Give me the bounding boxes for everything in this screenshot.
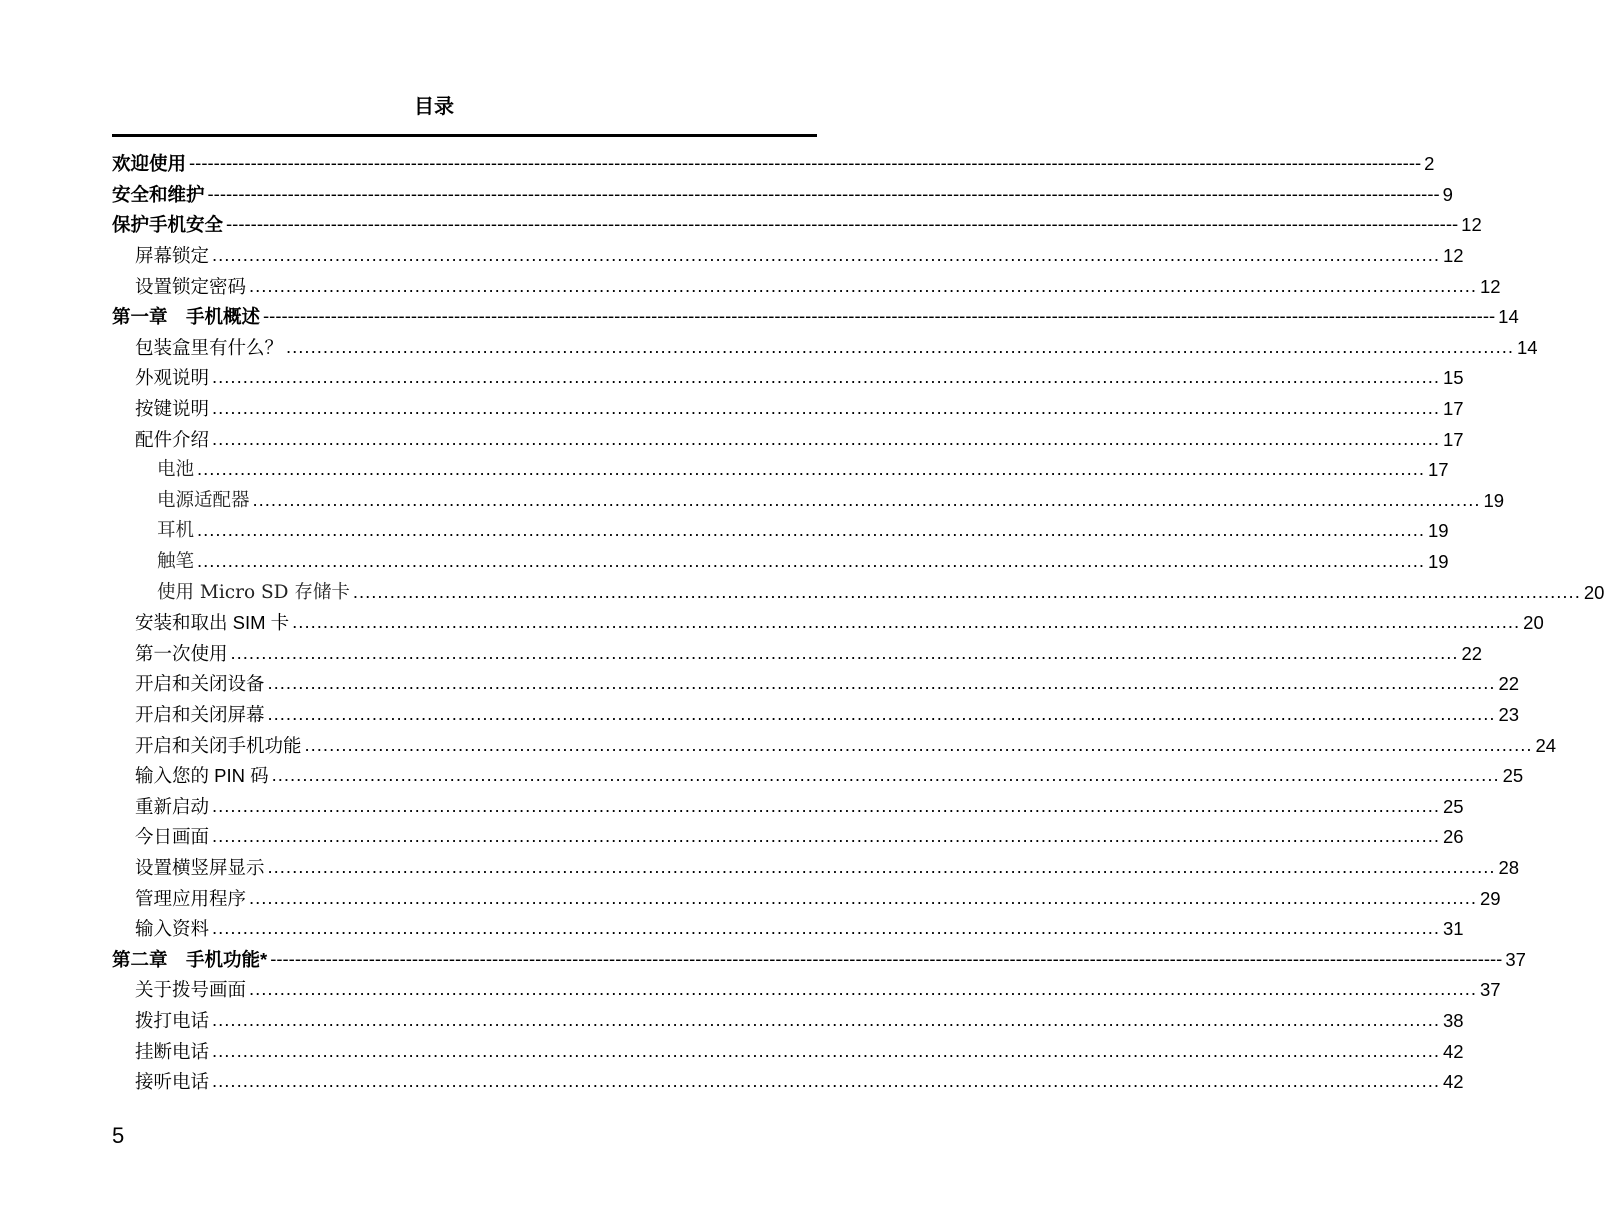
toc-entry-label: 电池 bbox=[157, 459, 195, 481]
toc-entry[interactable] bbox=[112, 394, 1464, 425]
toc-entry-page: 2 bbox=[1424, 153, 1435, 175]
toc-leader-dots: ........................................................................................................................................................................................................ bbox=[271, 764, 1500, 786]
toc-leader-dots: ........................................................................................................................................................................................................ bbox=[252, 488, 1481, 510]
toc-entry-label: 安装和取出 SIM 卡 bbox=[135, 612, 290, 634]
toc-leader-dots: ........................................................................................................................................................................................................ bbox=[292, 611, 1521, 633]
toc-entry-page: 22 bbox=[1498, 673, 1520, 695]
toc-leader-dots: ........................................................................................................................................................................................................ bbox=[212, 1008, 1440, 1030]
toc-entry[interactable] bbox=[112, 149, 1435, 180]
toc-leader-dots: ........................................................................................................................................................................................................ bbox=[249, 274, 1477, 296]
toc-entry[interactable] bbox=[112, 333, 1538, 364]
toc-entry[interactable] bbox=[112, 486, 1505, 517]
toc-entry-page: 37 bbox=[1480, 979, 1501, 1001]
toc-entry-label: 开启和关闭设备 bbox=[135, 673, 265, 695]
toc-entry[interactable] bbox=[112, 302, 1519, 333]
toc-entry-label: 外观说明 bbox=[135, 367, 210, 389]
toc-entry[interactable] bbox=[112, 669, 1520, 700]
toc-entry-page: 17 bbox=[1443, 398, 1464, 420]
toc-entry[interactable] bbox=[112, 455, 1449, 486]
toc-leader-dots: -------------------------------------------------------------------------------------------------------------------------------------------------------------------------------------------------------- bbox=[270, 947, 1503, 969]
toc-entry[interactable] bbox=[112, 822, 1464, 853]
toc-entry[interactable] bbox=[112, 363, 1464, 394]
toc-entry[interactable] bbox=[112, 271, 1501, 302]
toc-entry-page: 20 bbox=[1583, 581, 1604, 603]
toc-entry[interactable] bbox=[112, 180, 1453, 211]
toc-entry-label: 电源适配器 bbox=[157, 489, 250, 511]
toc-entry-page: 26 bbox=[1443, 826, 1464, 848]
toc-entry-label: 开启和关闭屏幕 bbox=[135, 703, 265, 725]
toc-entry-page: 17 bbox=[1428, 459, 1449, 481]
toc-leader-dots: ........................................................................................................................................................................................................ bbox=[212, 1039, 1440, 1061]
toc-leader-dots: ........................................................................................................................................................................................................ bbox=[249, 978, 1477, 1000]
toc-entry-page: 9 bbox=[1442, 183, 1453, 205]
toc-leader-dots: -------------------------------------------------------------------------------------------------------------------------------------------------------------------------------------------------------- bbox=[226, 213, 1459, 235]
toc-leader-dots: ........................................................................................................................................................................................................ bbox=[197, 519, 1425, 541]
toc-entry-page: 22 bbox=[1461, 642, 1483, 664]
page-number: 5 bbox=[112, 1123, 125, 1148]
toc-entry-label: 第一章 手机概述 bbox=[112, 306, 261, 328]
toc-leader-dots: -------------------------------------------------------------------------------------------------------------------------------------------------------------------------------------------------------- bbox=[263, 305, 1496, 327]
toc-entry-page: 12 bbox=[1480, 275, 1501, 297]
toc-entry[interactable] bbox=[112, 883, 1501, 914]
toc-entry[interactable] bbox=[112, 577, 1604, 608]
toc-entry-label: 开启和关闭手机功能 bbox=[135, 734, 302, 756]
toc-entry[interactable] bbox=[112, 210, 1482, 241]
toc-entry-page: 15 bbox=[1443, 367, 1464, 389]
toc-leader-dots: -------------------------------------------------------------------------------------------------------------------------------------------------------------------------------------------------------- bbox=[189, 152, 1422, 174]
toc-entry-label: 设置横竖屏显示 bbox=[135, 856, 265, 878]
toc-entry[interactable] bbox=[112, 700, 1520, 731]
toc-entry-label: 重新启动 bbox=[135, 795, 210, 817]
toc-entry[interactable] bbox=[112, 944, 1526, 975]
toc-entry[interactable] bbox=[112, 761, 1524, 792]
toc-entry-page: 37 bbox=[1505, 948, 1526, 970]
toc-entry-label: 输入您的 PIN 码 bbox=[135, 765, 269, 787]
toc-leader-dots: ........................................................................................................................................................................................................ bbox=[249, 886, 1477, 908]
toc-leader-dots: ........................................................................................................................................................................................................ bbox=[304, 733, 1533, 755]
toc-entry-label: 包装盒里有什么？ bbox=[135, 336, 284, 358]
toc-entry[interactable] bbox=[112, 639, 1483, 670]
toc-entry-label: 耳机 bbox=[157, 520, 195, 542]
toc-entry[interactable] bbox=[112, 1067, 1464, 1098]
toc-entry[interactable] bbox=[112, 1006, 1464, 1037]
toc-leader-dots: ........................................................................................................................................................................................................ bbox=[267, 702, 1496, 724]
toc-leader-dots: ........................................................................................................................................................................................................ bbox=[212, 794, 1440, 816]
toc-leader-dots: ........................................................................................................................................................................................................ bbox=[286, 335, 1514, 357]
toc-entry-label: 欢迎使用 bbox=[112, 153, 187, 175]
toc-entry-label: 第二章 手机功能* bbox=[112, 948, 268, 970]
toc-entry-page: 14 bbox=[1517, 336, 1538, 358]
toc-entry-page: 31 bbox=[1443, 918, 1464, 940]
toc-entry-page: 42 bbox=[1443, 1040, 1464, 1062]
toc-entry-page: 25 bbox=[1443, 795, 1464, 817]
toc-entry-label: 接听电话 bbox=[135, 1071, 210, 1093]
toc-entry-page: 14 bbox=[1498, 306, 1519, 328]
toc-entry-label: 触笔 bbox=[157, 551, 195, 573]
toc-leader-dots: ........................................................................................................................................................................................................ bbox=[212, 427, 1440, 449]
toc-entry[interactable] bbox=[112, 975, 1501, 1006]
toc-entry-page: 38 bbox=[1443, 1009, 1464, 1031]
toc-entry-label: 安全和维护 bbox=[112, 183, 205, 205]
toc-entry-label: 挂断电话 bbox=[135, 1040, 210, 1062]
toc-leader-dots: ........................................................................................................................................................................................................ bbox=[212, 366, 1440, 388]
toc-entry-page: 12 bbox=[1461, 214, 1482, 236]
toc-entry-label: 设置锁定密码 bbox=[135, 275, 247, 297]
toc-entry-label: 输入资料 bbox=[135, 918, 210, 940]
toc-entry[interactable] bbox=[112, 1036, 1464, 1067]
toc-entry[interactable] bbox=[112, 608, 1544, 639]
table-of-contents bbox=[112, 149, 1604, 1097]
toc-entry[interactable] bbox=[112, 914, 1464, 945]
toc-entry-label: 拨打电话 bbox=[135, 1009, 210, 1031]
toc-leader-dots: ........................................................................................................................................................................................................ bbox=[197, 458, 1425, 480]
toc-leader-dots: ........................................................................................................................................................................................................ bbox=[212, 825, 1440, 847]
toc-entry[interactable] bbox=[112, 791, 1464, 822]
toc-entry-page: 29 bbox=[1480, 887, 1501, 909]
toc-entry-page: 17 bbox=[1443, 428, 1464, 450]
toc-leader-dots: ........................................................................................................................................................................................................ bbox=[212, 1070, 1440, 1092]
toc-entry-page: 19 bbox=[1483, 489, 1505, 511]
toc-entry-page: 28 bbox=[1498, 856, 1520, 878]
toc-entry-label: 管理应用程序 bbox=[135, 887, 247, 909]
toc-entry[interactable] bbox=[112, 853, 1520, 884]
toc-leader-dots: -------------------------------------------------------------------------------------------------------------------------------------------------------------------------------------------------------- bbox=[207, 182, 1440, 204]
toc-entry-label: 保护手机安全 bbox=[112, 214, 224, 236]
toc-leader-dots: ........................................................................................................................................................................................................ bbox=[212, 917, 1440, 939]
toc-entry-label: 今日画面 bbox=[135, 826, 210, 848]
toc-entry-page: 19 bbox=[1428, 551, 1449, 573]
toc-entry-label: 屏幕锁定 bbox=[135, 245, 210, 267]
toc-entry[interactable] bbox=[112, 516, 1449, 547]
toc-entry-page: 24 bbox=[1535, 734, 1557, 756]
page-title: 目录 bbox=[414, 96, 454, 118]
toc-entry[interactable] bbox=[112, 730, 1557, 761]
toc-entry[interactable] bbox=[112, 547, 1449, 578]
toc-leader-dots: ........................................................................................................................................................................................................ bbox=[212, 397, 1440, 419]
toc-entry-page: 23 bbox=[1498, 703, 1520, 725]
toc-entry-page: 19 bbox=[1428, 520, 1449, 542]
toc-entry-page: 12 bbox=[1443, 245, 1464, 267]
toc-entry[interactable] bbox=[112, 241, 1464, 272]
toc-leader-dots: ........................................................................................................................................................................................................ bbox=[197, 550, 1425, 572]
toc-entry-label: 第一次使用 bbox=[135, 642, 228, 664]
toc-leader-dots: ........................................................................................................................................................................................................ bbox=[230, 641, 1459, 663]
toc-entry-page: 25 bbox=[1502, 765, 1524, 787]
title-divider bbox=[112, 134, 817, 137]
toc-entry-label: 按键说明 bbox=[135, 398, 210, 420]
toc-entry-label: 关于拨号画面 bbox=[135, 979, 247, 1001]
toc-leader-dots: ........................................................................................................................................................................................................ bbox=[352, 580, 1581, 602]
toc-leader-dots: ........................................................................................................................................................................................................ bbox=[212, 244, 1440, 266]
toc-entry-label: 配件介绍 bbox=[135, 428, 210, 450]
toc-entry-label: 使用 Micro SD 存储卡 bbox=[157, 581, 350, 603]
toc-entry-page: 20 bbox=[1523, 612, 1544, 634]
toc-entry-page: 42 bbox=[1443, 1071, 1464, 1093]
toc-entry[interactable] bbox=[112, 424, 1464, 455]
toc-leader-dots: ........................................................................................................................................................................................................ bbox=[267, 672, 1496, 694]
toc-leader-dots: ........................................................................................................................................................................................................ bbox=[267, 855, 1496, 877]
